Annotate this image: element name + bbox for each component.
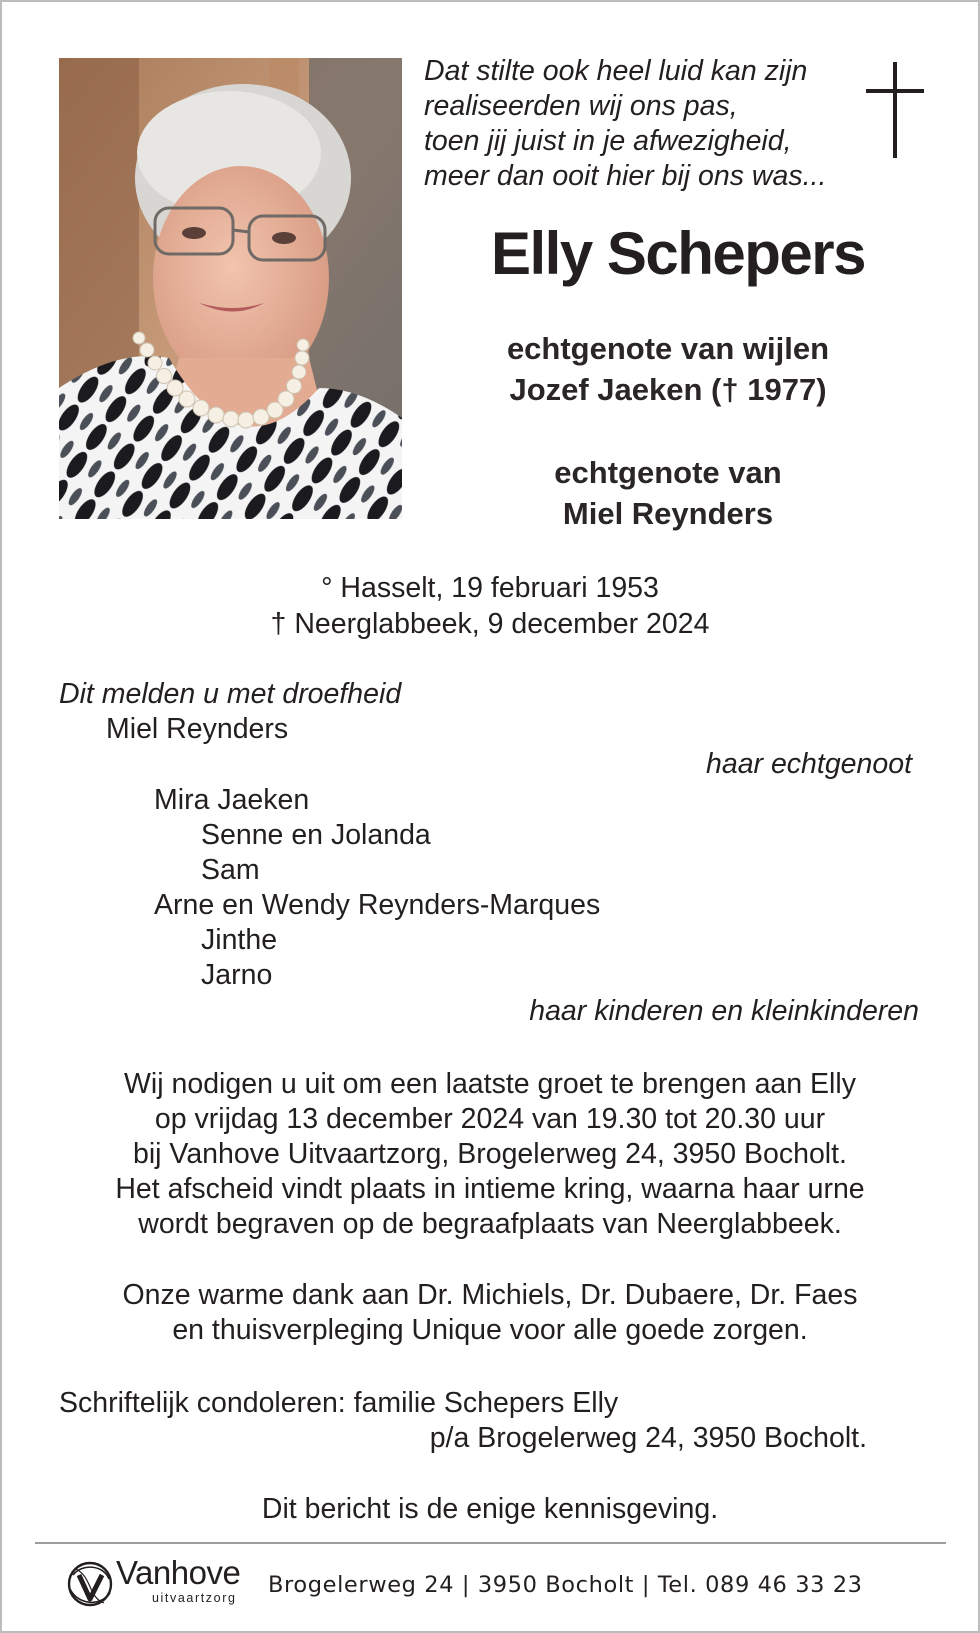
birth-date: ° Hasselt, 19 februari 1953 bbox=[321, 572, 659, 604]
portrait-photo bbox=[59, 58, 402, 519]
thanks-text bbox=[40, 1278, 940, 1348]
invitation-line: Wij nodigen u uit om een laatste groet te brengen aan Elly bbox=[124, 1068, 856, 1100]
vanhove-logo-mark-icon bbox=[64, 1557, 116, 1611]
spouse-current-line: echtgenote van bbox=[554, 455, 782, 490]
logo-subtitle: uitvaartzorg bbox=[152, 1591, 237, 1605]
spouse-late-block bbox=[420, 328, 916, 410]
grandchild-name: Senne en Jolanda bbox=[201, 819, 431, 851]
condolence-address: p/a Brogelerweg 24, 3950 Bocholt. bbox=[429, 1422, 867, 1454]
invitation-line: Het afscheid vindt plaats in intieme kring, waarna haar urne bbox=[115, 1173, 865, 1205]
child-name: Mira Jaeken bbox=[154, 784, 310, 816]
poem bbox=[424, 54, 864, 194]
spouse-current-line: Miel Reynders bbox=[562, 496, 774, 531]
spouse-late-line: Jozef Jaeken († 1977) bbox=[509, 372, 827, 407]
notice-line: Dit bericht is de enige kennisgeving. bbox=[261, 1493, 719, 1525]
child-name: Arne en Wendy Reynders-Marques bbox=[154, 889, 601, 921]
footer-divider bbox=[35, 1542, 946, 1544]
husband-role: haar echtgenoot bbox=[706, 748, 912, 780]
condolence-line: Schriftelijk condoleren: familie Schepers Elly bbox=[59, 1387, 619, 1419]
grandchild-name: Jinthe bbox=[201, 924, 278, 956]
life-dates bbox=[0, 570, 980, 642]
footer-address: Brogelerweg 24 | 3950 Bocholt | Tel. 089 46 33 23 bbox=[268, 1572, 863, 1598]
death-date: † Neerglabbeek, 9 december 2024 bbox=[270, 608, 710, 640]
invitation-line: op vrijdag 13 december 2024 van 19.30 tot 20.30 uur bbox=[154, 1103, 826, 1135]
poem-line: toen jij juist in je afwezigheid, bbox=[424, 125, 792, 157]
latin-cross-icon bbox=[866, 62, 926, 158]
logo-name: Vanhove bbox=[116, 1554, 241, 1591]
grandchild-name: Jarno bbox=[201, 959, 273, 991]
husband-name: Miel Reynders bbox=[106, 713, 289, 745]
announcement-intro: Dit melden u met droefheid bbox=[59, 678, 402, 710]
grandchild-name: Sam bbox=[201, 854, 260, 886]
thanks-line: en thuisverpleging Unique voor alle goede zorgen. bbox=[172, 1314, 808, 1346]
invitation-line: bij Vanhove Uitvaartzorg, Brogelerweg 24, 3950 Bocholt. bbox=[133, 1138, 847, 1170]
spouse-current-block bbox=[420, 452, 916, 534]
thanks-line: Onze warme dank aan Dr. Michiels, Dr. Dubaere, Dr. Faes bbox=[122, 1279, 858, 1311]
vanhove-logo bbox=[64, 1553, 264, 1613]
invitation-text bbox=[40, 1067, 940, 1242]
poem-line: meer dan ooit hier bij ons was... bbox=[424, 160, 827, 192]
deceased-name: Elly Schepers bbox=[490, 220, 865, 287]
poem-line: realiseerden wij ons pas, bbox=[424, 90, 738, 122]
notice-text bbox=[40, 1492, 940, 1527]
invitation-line: wordt begraven op de begraafplaats van Neerglabbeek. bbox=[138, 1208, 842, 1240]
poem-line: Dat stilte ook heel luid kan zijn bbox=[424, 55, 808, 87]
children-role: haar kinderen en kleinkinderen bbox=[529, 995, 919, 1027]
spouse-late-line: echtgenote van wijlen bbox=[506, 331, 830, 366]
